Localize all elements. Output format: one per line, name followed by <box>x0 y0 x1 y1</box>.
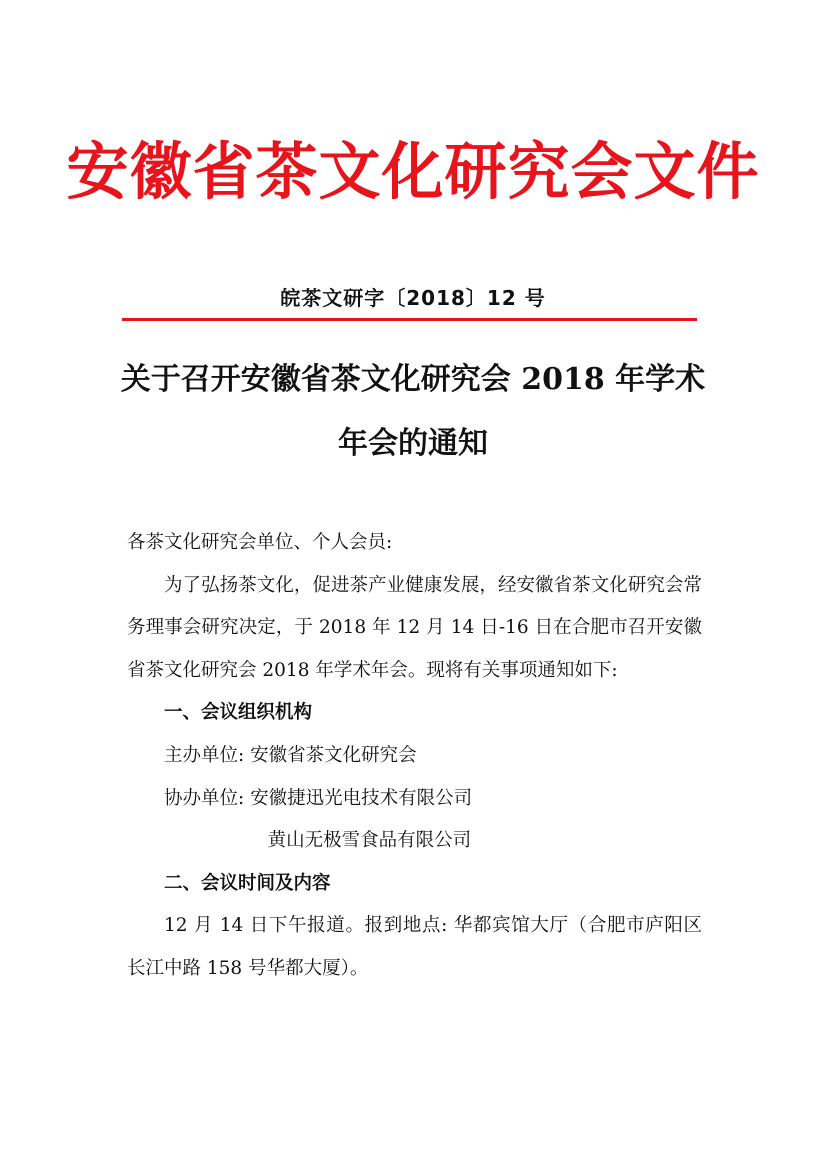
document-number: 皖茶文研字〔2018〕12 号 <box>280 286 546 310</box>
section-heading-schedule: 二、会议时间及内容 <box>164 872 331 894</box>
notice-title-line-2: 年会的通知 <box>338 426 488 461</box>
co-organizer-value-2: 黄山无极雪食品有限公司 <box>267 830 472 852</box>
red-separator-line <box>122 318 697 321</box>
organizer-value: 安徽省茶文化研究会 <box>250 744 417 766</box>
intro-paragraph: 为了弘扬茶文化，促进茶产业健康发展，经安徽省茶文化研究会常务理事会研究决定，于 2018 年 12 月 14 日-16 日在合肥市召开安徽省茶文化研究会 2018 年学术年会。现将有关事项通知如下: <box>127 574 702 681</box>
document-masthead: 安徽省茶文化研究会文件 <box>66 135 760 208</box>
co-organizer-row <box>127 778 702 821</box>
notice-title-line-1: 关于召开安徽省茶文化研究会 2018 年学术 <box>120 362 706 397</box>
organizer-row <box>127 735 702 778</box>
co-organizer-value-1: 安徽捷迅光电技术有限公司 <box>250 787 473 809</box>
notice-title <box>110 348 716 476</box>
salutation: 各茶文化研究会单位、个人会员: <box>127 532 393 553</box>
notice-body <box>127 522 702 991</box>
co-organizer-label: 协办单位: <box>164 787 245 809</box>
schedule-paragraph: 12 月 14 日下午报道。报到地点: 华都宾馆大厅（合肥市庐阳区长江中路 158 号华都大厦）。 <box>127 915 702 979</box>
section-heading-organization: 一、会议组织机构 <box>164 702 313 724</box>
organizer-label: 主办单位: <box>164 744 245 766</box>
